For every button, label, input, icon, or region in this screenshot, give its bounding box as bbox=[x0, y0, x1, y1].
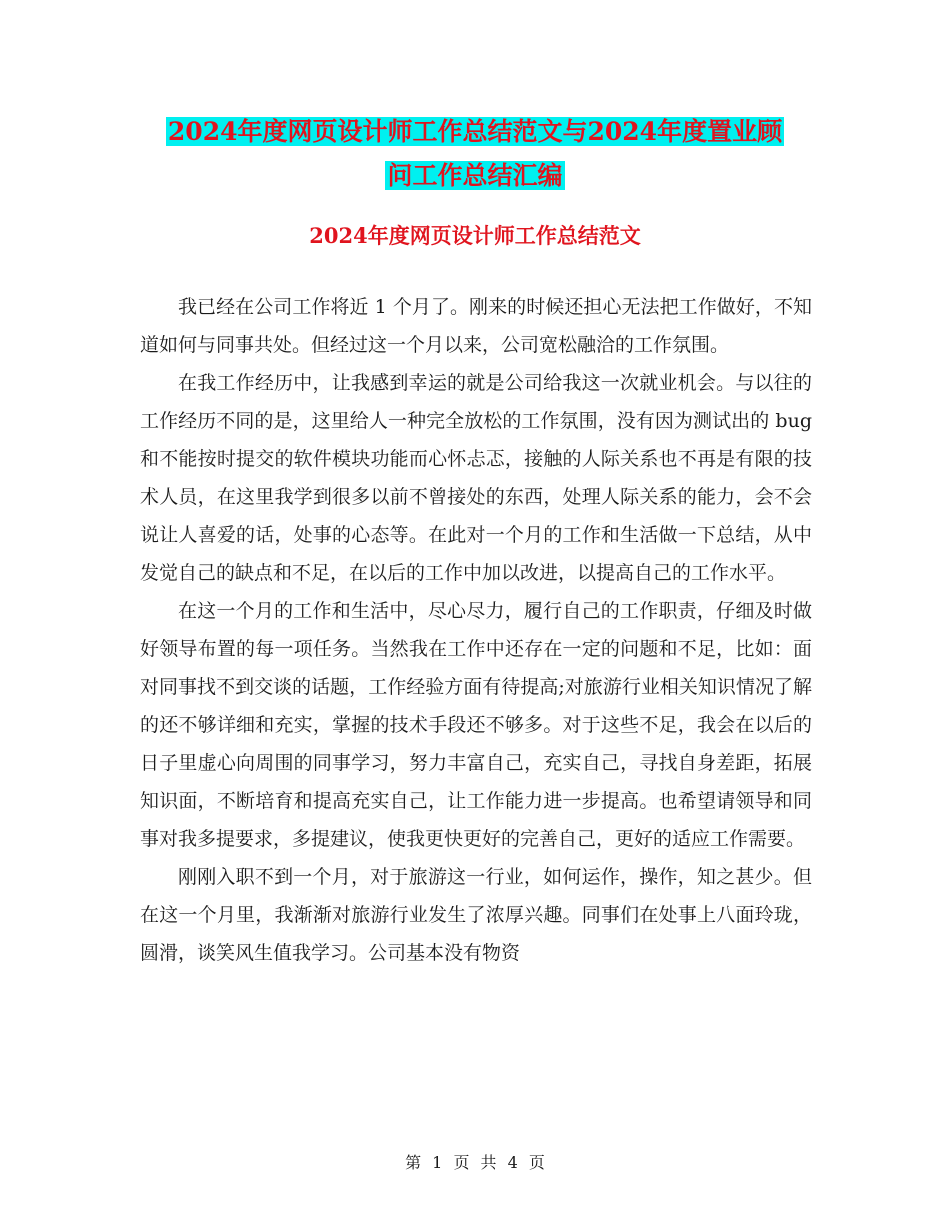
main-title-line-2 bbox=[0, 152, 950, 200]
paragraph-3: 在这一个月的工作和生活中，尽心尽力，履行自己的工作职责，仔细及时做好领导布置的每一项任务。当然我在工作中还存在一定的问题和不足，比如：面对同事找不到交谈的话题，工作经验方面有待提高;对旅游行业相关知识情况了解的还不够详细和充实，掌握的技术手段还不够多。对于这些不足，我会在以后的日子里虚心向周围的同事学习，努力丰富自己，充实自己，寻找自身差距，拓展知识面，不断培育和提高充实自己，让工作能力进一步提高。也希望请领导和同事对我多提要求，多提建议，使我更快更好的完善自己，更好的适应工作需要。 bbox=[140, 600, 812, 850]
main-title-line-1 bbox=[0, 108, 950, 156]
section-title: 2024年度网页设计师工作总结范文 bbox=[309, 223, 641, 248]
paragraph-4: 刚刚入职不到一个月，对于旅游这一行业，如何运作，操作，知之甚少。但在这一个月里，我渐渐对旅游行业发生了浓厚兴趣。同事们在处事上八面玲珑，圆滑，谈笑风生值我学习。公司基本没有物资 bbox=[140, 866, 812, 964]
body-text bbox=[140, 288, 812, 972]
main-title-highlight-2: 问工作总结汇编 bbox=[387, 161, 563, 190]
paragraph-1: 我已经在公司工作将近 1 个月了。刚来的时候还担心无法把工作做好，不知道如何与同事共处。但经过这一个月以来，公司宽松融洽的工作氛围。 bbox=[140, 296, 812, 356]
page-footer: 第 1 页 共 4 页 bbox=[405, 1153, 545, 1172]
main-title-highlight-1: 2024年度网页设计师工作总结范文与2024年度置业顾 bbox=[167, 117, 783, 146]
paragraph-2: 在我工作经历中，让我感到幸运的就是公司给我这一次就业机会。与以往的工作经历不同的是，这里给人一种完全放松的工作氛围，没有因为测试出的 bug 和不能按时提交的软件模块功能而心怀忐忑，接触的人际关系也不再是有限的技术人员，在这里我学到很多以前不曾接处的东西，处理人际关系的能力，会不会说让人喜爱的话，处事的心态等。在此对一个月的工作和生活做一下总结，从中发觉自己的缺点和不足，在以后的工作中加以改进，以提高自己的工作水平。 bbox=[140, 372, 812, 584]
